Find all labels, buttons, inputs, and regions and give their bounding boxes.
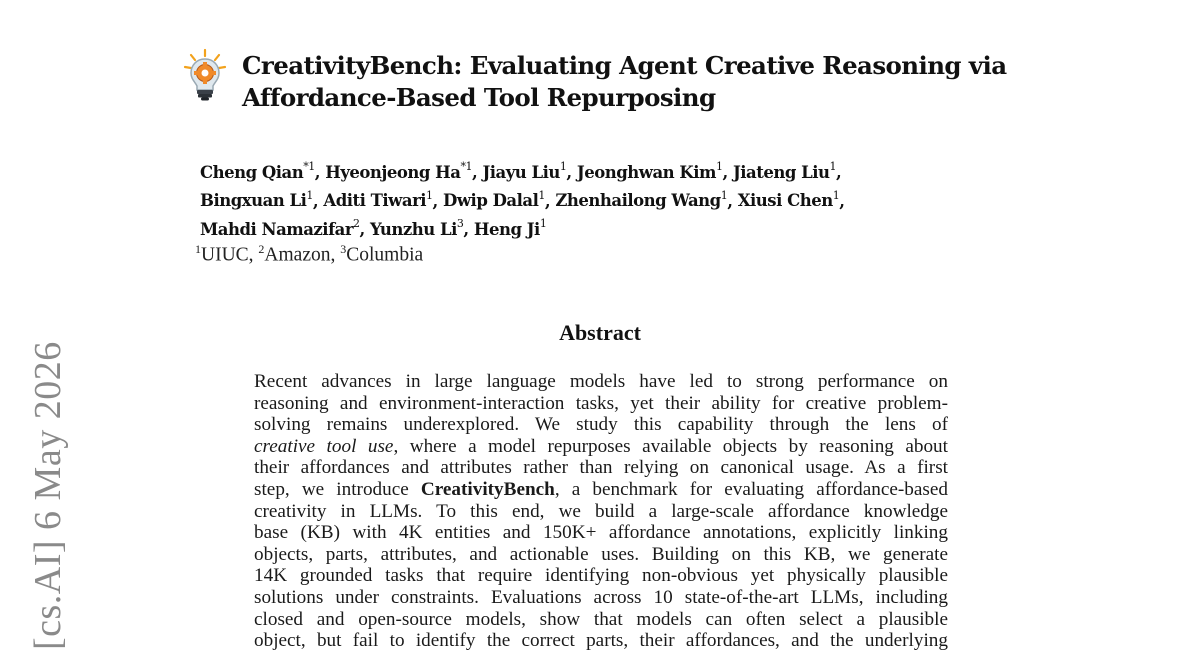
- author-affiliation-mark: 3: [456, 217, 464, 230]
- author: [200, 188, 313, 210]
- abstract-line: [254, 522, 948, 544]
- author-name: Yunzhu Li: [370, 219, 457, 239]
- author-affiliation-mark: 1: [559, 160, 567, 173]
- author: [482, 160, 567, 182]
- abstract-text: 14K grounded tasks that require identifying non-obvious yet physically plausible: [254, 565, 948, 587]
- author-name: Bingxuan Li: [200, 191, 307, 210]
- author-affiliation-mark: 1: [539, 217, 547, 230]
- abstract-text: step, we introduce: [254, 478, 421, 500]
- author-name: Mahdi Namazifar: [200, 219, 354, 239]
- author-name: Heng Ji: [473, 219, 540, 239]
- affiliation-name: Columbia: [346, 244, 424, 266]
- author-affiliation-mark: 2: [353, 217, 360, 230]
- author: [576, 160, 723, 182]
- title-line: CreativityBench: Evaluating Agent Creative Reasoning via: [242, 51, 1007, 80]
- abstract-text: objects, parts, attributes, and actionable uses. Building on this KB, we generate: [254, 543, 948, 565]
- author-affiliation-mark: 1: [538, 188, 545, 202]
- author-affiliation-mark: 1: [832, 188, 840, 202]
- abstract-line: [254, 565, 948, 587]
- author: [200, 217, 360, 239]
- author-affiliation-mark: 1: [829, 160, 836, 173]
- author-name: Aditi Tiwari: [323, 191, 427, 210]
- author-affiliation-mark: 1: [720, 188, 728, 202]
- affiliation-name: Amazon: [264, 244, 331, 266]
- abstract-text: , where a model repurposes available objects by reasoning about: [393, 435, 948, 457]
- emphasized-term: creative tool use: [254, 435, 394, 457]
- author-name: Xiusi Chen: [737, 191, 833, 210]
- abstract-line: [254, 371, 948, 393]
- abstract-line: [254, 479, 948, 501]
- benchmark-name: CreativityBench: [420, 478, 555, 500]
- abstract-line: [254, 587, 948, 609]
- author: [443, 188, 545, 210]
- affiliation-mark: 2: [258, 242, 265, 256]
- author-name: Jeonghwan Kim: [576, 162, 716, 182]
- author-affiliation-mark: 1: [426, 188, 433, 202]
- author: [325, 160, 472, 182]
- author-line: Bingxuan Li$^1$, Aditi Tiwari$^1$, Dwip Dalal$^1$, Zhenhailong Wang$^1$, Xiusi Chen$^1$,: [200, 188, 845, 210]
- abstract-text: creativity in LLMs. To this end, we build a large-scale affordance knowledge: [254, 500, 948, 522]
- arxiv-side-stamp: [25, 338, 71, 650]
- abstract-line: [254, 414, 948, 436]
- abstract-text: solutions under constraints. Evaluations across 10 state-of-the-art LLMs, including: [254, 586, 948, 608]
- author: [323, 188, 433, 210]
- abstract-text: base (KB) with 4K entities and 150K+ affordance annotations, explicitly linking: [254, 522, 948, 544]
- author-line: Mahdi Namazifar$^2$, Yunzhu Li$^3$, Heng Ji$^1$: [200, 217, 547, 239]
- affiliations: $^1$UIUC, $^2$Amazon, $^3$Columbia: [195, 242, 424, 266]
- abstract-line: [254, 609, 948, 631]
- author-affiliation-mark: 1: [715, 160, 723, 173]
- abstract-text: their affordances and attributes rather than relying on canonical usage. As a first: [254, 457, 948, 479]
- abstract-line: [254, 630, 948, 652]
- abstract-line: [254, 501, 948, 523]
- author-affiliation-mark: 1: [306, 188, 313, 202]
- abstract-body: [254, 371, 948, 652]
- author-list: [200, 156, 960, 242]
- abstract-text: , a benchmark for evaluating affordance-based: [554, 478, 948, 500]
- arxiv-id-text: [cs.AI] 6 May 2026: [27, 341, 69, 650]
- author-name: Jiateng Liu: [732, 162, 830, 182]
- author-name: Jiayu Liu: [482, 162, 560, 182]
- author-affiliation-mark: *1: [303, 160, 315, 173]
- abstract-heading: Abstract: [559, 320, 641, 345]
- author: [473, 217, 547, 239]
- abstract-line: [254, 436, 948, 458]
- author: [555, 188, 728, 210]
- lightbulb-gear-icon: [183, 48, 227, 102]
- abstract-text: solving remains underexplored. We study this capability through the lens of: [254, 414, 948, 436]
- abstract-text: reasoning and environment-interaction tasks, yet their ability for creative problem-: [254, 392, 948, 414]
- title-line: Affordance-Based Tool Repurposing: [242, 83, 716, 112]
- author-name: Cheng Qian: [200, 162, 304, 182]
- author-name: Zhenhailong Wang: [555, 191, 721, 210]
- affiliation-mark: 1: [195, 242, 201, 256]
- abstract-line: [254, 393, 948, 415]
- author: [370, 217, 464, 239]
- author: [737, 188, 840, 210]
- author-name: Hyeonjeong Ha: [325, 162, 461, 182]
- author: [200, 160, 315, 182]
- affiliation-name: UIUC: [201, 244, 249, 266]
- affiliation-mark: 3: [340, 242, 347, 256]
- abstract-text: closed and open-source models, show that models can often select a plausible: [254, 608, 948, 630]
- paper-title: [242, 50, 1072, 114]
- abstract-text: object, but fail to identify the correct parts, their affordances, and the underlying: [254, 630, 948, 652]
- abstract-line: [254, 457, 948, 479]
- author-affiliation-mark: *1: [460, 160, 472, 173]
- author-name: Dwip Dalal: [443, 191, 539, 210]
- abstract-line: [254, 544, 948, 566]
- author: [732, 160, 836, 182]
- abstract-text: Recent advances in large language models have led to strong performance on: [254, 371, 948, 392]
- author-line: Cheng Qian$^{*1}$, Hyeonjeong Ha$^{*1}$, Jiayu Liu$^1$, Jeonghwan Kim$^1$, Jiateng Liu$^1$,: [200, 160, 842, 182]
